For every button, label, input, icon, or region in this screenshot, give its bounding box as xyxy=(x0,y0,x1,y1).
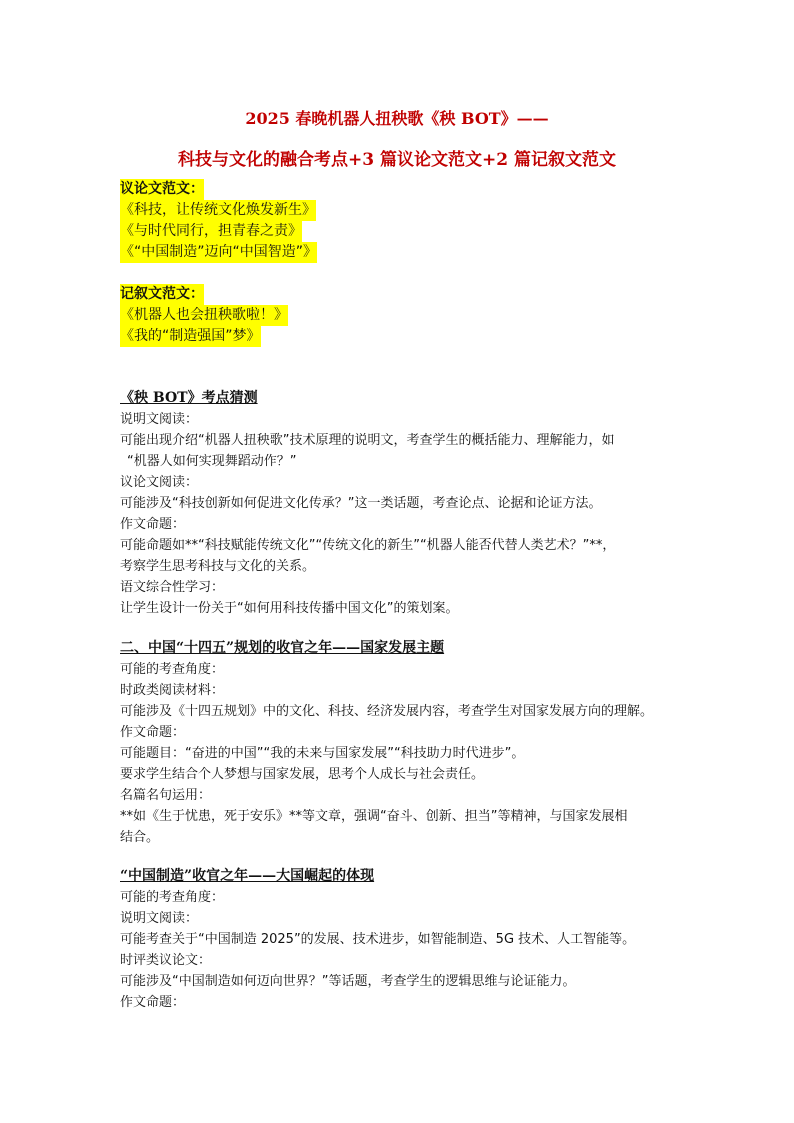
text-line: 结合。 xyxy=(120,830,160,845)
essay-title: 《“中国制造”迈向“中国智造”》 xyxy=(120,242,317,263)
text-line: 可能涉及“科技创新如何促进文化传承？”这一类话题，考查论点、论据和论证方法。 xyxy=(120,496,602,511)
text-line: 议论文阅读： xyxy=(120,475,199,490)
document-title-line2: 科技与文化的融合考点+3 篇议论文范文+2 篇记叙文范文 xyxy=(178,150,616,170)
text-line: 作文命题： xyxy=(120,725,186,740)
text-line: 语文综合性学习： xyxy=(120,580,225,595)
text-line: 说明文阅读： xyxy=(120,412,199,427)
section-five-year-plan xyxy=(120,638,680,848)
essay-title: 《科技，让传统文化焕发新生》 xyxy=(120,200,316,221)
section-exam-predictions xyxy=(120,388,680,619)
text-line: 时评类议论文： xyxy=(120,953,212,968)
section-heading: “中国制造”收官之年——大国崛起的体现 xyxy=(120,868,375,884)
text-line: 作文命题： xyxy=(120,517,186,532)
section-made-in-china xyxy=(120,866,680,1013)
text-line: 时政类阅读材料： xyxy=(120,683,225,698)
section-heading: 《秧 BOT》考点猜测 xyxy=(120,390,258,406)
text-line: 可能涉及《十四五规划》中的文化、科技、经济发展内容，考查学生对国家发展方向的理解。 xyxy=(120,704,654,719)
text-line: **如《生于忧患，死于安乐》**等文章，强调“奋斗、创新、担当”等精神，与国家发展相 xyxy=(120,809,628,824)
narrative-heading: 记叙文范文： xyxy=(120,284,204,305)
text-line: 可能命题如**“科技赋能传统文化”“传统文化的新生”“机器人能否代替人类艺术？”**， xyxy=(120,538,616,553)
text-line: 名篇名句运用： xyxy=(120,788,212,803)
text-line: 可能考查关于“中国制造 2025”的发展、技术进步，如智能制造、5G 技术、人工智能等。 xyxy=(120,932,636,947)
text-line: 作文命题： xyxy=(120,995,186,1010)
essay-title: 《机器人也会扭秧歌啦！》 xyxy=(120,305,288,326)
text-line: 要求学生结合个人梦想与国家发展，思考个人成长与社会责任。 xyxy=(120,767,485,782)
essay-title: 《我的“制造强国”梦》 xyxy=(120,326,261,347)
argumentative-heading: 议论文范文： xyxy=(120,179,204,200)
text-line: 可能题目：“奋进的中国”“我的未来与国家发展”“科技助力时代进步”。 xyxy=(120,746,525,761)
text-line: 可能出现介绍“机器人扭秧歌”技术原理的说明文，考查学生的概括能力、理解能力，如 xyxy=(120,433,615,448)
essay-title: 《与时代同行，担青春之责》 xyxy=(120,221,302,242)
text-line: 可能涉及“中国制造如何迈向世界？”等话题，考查学生的逻辑思维与论证能力。 xyxy=(120,974,576,989)
text-line: “机器人如何实现舞蹈动作？” xyxy=(127,454,297,469)
text-line: 可能的考查角度： xyxy=(120,662,225,677)
argumentative-essay-list xyxy=(120,179,317,263)
text-line: 考察学生思考科技与文化的关系。 xyxy=(120,559,316,574)
text-line: 可能的考查角度： xyxy=(120,890,225,905)
text-line: 说明文阅读： xyxy=(120,911,199,926)
text-line: 让学生设计一份关于“如何用科技传播中国文化”的策划案。 xyxy=(120,601,459,616)
section-heading: 二、中国“十四五”规划的收官之年——国家发展主题 xyxy=(120,640,445,656)
document-title-line1: 2025 春晚机器人扭秧歌《秧 BOT》—— xyxy=(245,109,549,128)
narrative-essay-list xyxy=(120,284,288,347)
